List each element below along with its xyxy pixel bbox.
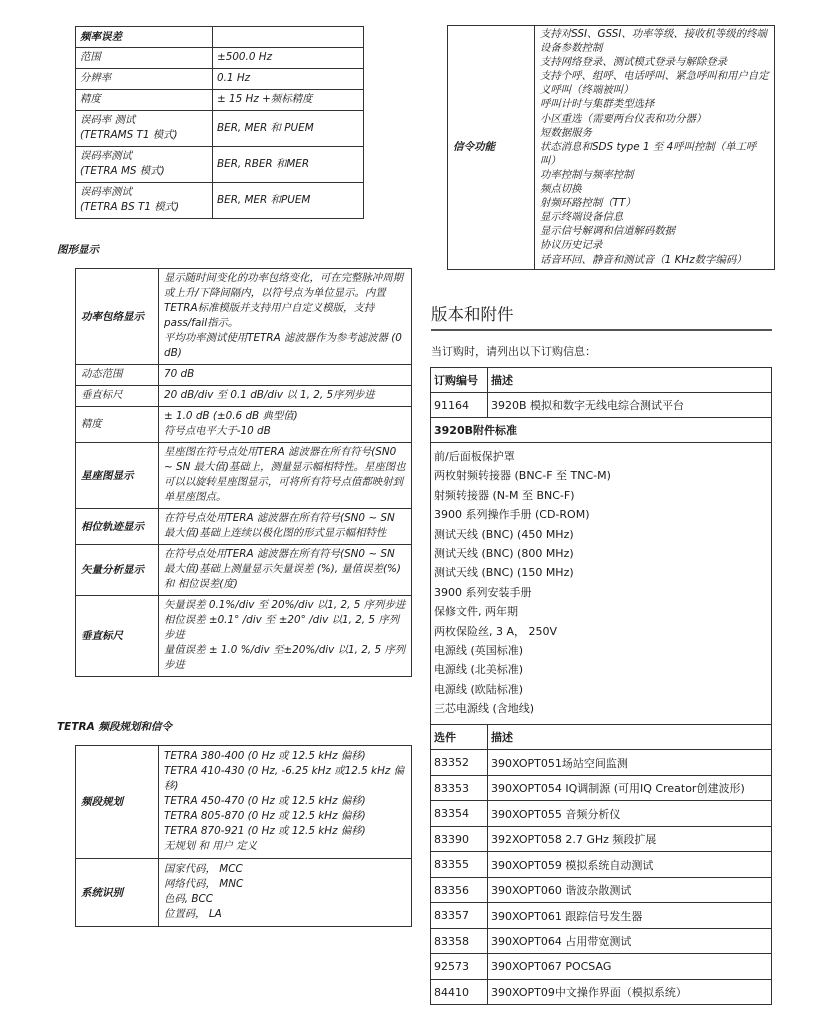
graph-display-table (75, 268, 412, 677)
option-row (431, 954, 772, 980)
row-label-line: (TETRA MS 模式) (80, 165, 165, 177)
table-row (76, 386, 412, 407)
row-label-line: 误码率测试 (80, 150, 132, 162)
option-desc: 390XOPT061 跟踪信号发生器 (488, 903, 772, 929)
row-label-line: 误码率 测试 (80, 114, 136, 126)
option-desc: 390XOPT064 占用带宽测试 (488, 928, 772, 954)
row-value: ±500.0 Hz (213, 48, 364, 69)
row-value (159, 545, 412, 596)
row-label: 垂直标尺 (76, 596, 159, 677)
empty-cell (213, 27, 364, 48)
graph-display-heading: 图形显示 (57, 244, 99, 256)
row-value (159, 509, 412, 545)
row-label: 分辨率 (76, 69, 213, 90)
row-value-line: 相位误差 ±0.1° /div 至 ±20° /div 以1, 2, 5 序列步进 (164, 614, 400, 641)
row-value: BER, MER 和PUEM (213, 183, 364, 219)
table-header-row (76, 27, 364, 48)
row-label: 系统识别 (76, 859, 159, 927)
freq-error-table (75, 26, 364, 219)
col-order-number: 订购编号 (431, 368, 488, 393)
accessory-item: 测试天线 (BNC) (450 MHz) (434, 527, 574, 541)
row-value-line: 色码, BCC (164, 893, 214, 905)
signaling-feature-line: 协议历史记录 (540, 239, 603, 252)
table-row (76, 48, 364, 69)
row-label: 频段规划 (76, 746, 159, 859)
table-row (76, 111, 364, 147)
row-value-line: 无规划 和 用户 定义 (164, 840, 258, 852)
table-row (76, 365, 412, 386)
row-value: ± 15 Hz +频标精度 (213, 90, 364, 111)
accessory-item: 射频转接器 (N-M 至 BNC-F) (434, 488, 575, 502)
order-desc: 3920B 模拟和数字无线电综合测试平台 (488, 393, 772, 418)
signaling-feature-line: 话音环回、静音和测试音（1 KHz数字编码） (540, 253, 747, 266)
option-code: 83355 (431, 852, 488, 878)
option-desc: 390XOPT060 谐波杂散测试 (488, 877, 772, 903)
row-label-line: (TETRA BS T1 模式) (80, 201, 180, 213)
signaling-feature-line: 支持网络登录、测试模式登录与解除登录 (540, 56, 728, 69)
table-row (431, 393, 772, 418)
row-label: 矢量分析显示 (76, 545, 159, 596)
option-desc: 390XOPT09中文操作界面（模拟系统） (488, 979, 772, 1005)
accessory-item: 测试天线 (BNC) (800 MHz) (434, 546, 574, 560)
heading-divider (431, 329, 772, 331)
accessory-item: 电源线 (英国标准) (434, 643, 524, 657)
signaling-feature-line: 小区重选（需要两台仪表和功分器） (540, 112, 707, 125)
table-row (76, 596, 412, 677)
signaling-feature-line: 射频环路控制（TT） (540, 197, 636, 210)
row-label: 星座图显示 (76, 443, 159, 509)
table-row (76, 509, 412, 545)
row-value-line: 星座图在符号点处用TERA 滤波器在所有符号(SN0 ~ SN 最大值)基础上，测量显示幅相特性。星座图也可以以旋转星座图显示，可将所有符号点值都映射到单星座图点。 (164, 446, 406, 503)
row-value (159, 746, 412, 859)
accessories-list (431, 443, 772, 725)
col-option-description: 描述 (488, 725, 772, 750)
signaling-feature-line: 显示终端设备信息 (540, 211, 624, 224)
signaling-feature-line: 支持对SSI、GSSI、功率等级、接收机等级的终端设备参数控制 (540, 28, 767, 55)
option-code: 83356 (431, 877, 488, 903)
signaling-feature-line: 功率控制与频率控制 (540, 168, 634, 181)
row-label: 范围 (76, 48, 213, 69)
option-row (431, 775, 772, 801)
ordering-table (430, 367, 772, 1005)
row-label-line: (TETRAMS T1 模式) (80, 129, 178, 141)
accessory-item: 两枚射频转接器 (BNC-F 至 TNC-M) (434, 469, 611, 483)
row-label: 垂直标尺 (76, 386, 159, 407)
table-row (76, 183, 364, 219)
tetra-band-table (75, 745, 412, 927)
table-row (76, 746, 412, 859)
option-row (431, 928, 772, 954)
row-value-line: ± 1.0 dB (±0.6 dB 典型值) (164, 410, 298, 422)
option-desc: 390XOPT059 模拟系统自动测试 (488, 852, 772, 878)
table-row (76, 69, 364, 90)
table-header-row (431, 725, 772, 750)
option-desc: 390XOPT055 音频分析仪 (488, 801, 772, 827)
table-row (76, 545, 412, 596)
row-value-line: 20 dB/div 至 0.1 dB/div 以 1, 2, 5序列步进 (164, 389, 375, 401)
row-value (159, 386, 412, 407)
row-value (159, 443, 412, 509)
option-desc: 390XOPT067 POCSAG (488, 954, 772, 980)
accessory-item: 三芯电源线 (含地线) (434, 702, 535, 716)
signaling-feature-line: 呼叫计时与集群类型选择 (540, 98, 655, 111)
option-desc: 390XOPT054 IQ调制源 (可用IQ Creator创建波形) (488, 775, 772, 801)
row-value-line: TETRA 805-870 (0 Hz 或 12.5 kHz 偏移) (164, 810, 366, 822)
option-code: 84410 (431, 979, 488, 1005)
option-row (431, 801, 772, 827)
accessory-item: 3900 系列操作手册 (CD-ROM) (434, 508, 590, 522)
table-header-row (431, 418, 772, 443)
versions-heading: 版本和附件 (431, 305, 514, 324)
option-code: 83357 (431, 903, 488, 929)
row-label (76, 183, 213, 219)
row-label (76, 147, 213, 183)
accessory-item: 电源线 (欧陆标准) (434, 682, 524, 696)
row-value (159, 269, 412, 365)
signaling-features (535, 26, 775, 270)
option-row (431, 903, 772, 929)
row-label: 功率包络显示 (76, 269, 159, 365)
row-value (159, 859, 412, 927)
row-value-line: 国家代码， MCC (164, 863, 243, 875)
table-row (76, 859, 412, 927)
table-row (76, 269, 412, 365)
row-value-line: 70 dB (164, 368, 195, 380)
row-label: 动态范围 (76, 365, 159, 386)
row-label: 精度 (76, 407, 159, 443)
accessory-item: 电源线 (北美标准) (434, 663, 524, 677)
row-value-line: 显示随时间变化的功率包络变化，可在完整脉冲周期或上升/下降间隔内，以符号点为单位显示。内置TETRA标准模版并支持用户自定义模版，支持pass/fail指示。 (164, 272, 403, 329)
row-value-line: 平均功率测试使用TETRA 滤波器作为参考滤波器 (0 dB) (164, 332, 402, 359)
accessory-item: 前/后面板保护罩 (434, 450, 515, 463)
option-code: 83352 (431, 750, 488, 776)
signaling-table (447, 25, 775, 270)
row-value: 0.1 Hz (213, 69, 364, 90)
row-value-line: 矢量误差 0.1%/div 至 20%/div 以1, 2, 5 序列步进 (164, 599, 406, 611)
signaling-feature-line: 支持个呼、组呼、电话呼叫、紧急呼叫和用户自定义呼叫（终端被叫） (540, 70, 769, 97)
option-row (431, 877, 772, 903)
row-value (159, 407, 412, 443)
signaling-feature-line: 短数据服务 (540, 126, 592, 139)
row-label-line: 误码率测试 (80, 186, 132, 198)
row-value: BER, MER 和 PUEM (213, 111, 364, 147)
accessory-item: 测试天线 (BNC) (150 MHz) (434, 566, 574, 580)
option-desc: 392XOPT058 2.7 GHz 频段扩展 (488, 826, 772, 852)
option-code: 83353 (431, 775, 488, 801)
table-row (448, 26, 775, 270)
row-label: 相位轨迹显示 (76, 509, 159, 545)
option-row (431, 852, 772, 878)
option-code: 83354 (431, 801, 488, 827)
option-desc: 390XOPT051场站空间监测 (488, 750, 772, 776)
signaling-feature-line: 状态消息和SDS type 1 至 4呼叫控制（单工呼叫） (540, 140, 757, 167)
row-value-line: TETRA 380-400 (0 Hz 或 12.5 kHz 偏移) (164, 750, 366, 762)
accessory-item: 3900 系列安装手册 (434, 585, 532, 599)
col-description: 描述 (488, 368, 772, 393)
row-value-line: TETRA 870-921 (0 Hz 或 12.5 kHz 偏移) (164, 825, 366, 837)
row-value-line: TETRA 450-470 (0 Hz 或 12.5 kHz 偏移) (164, 795, 366, 807)
table-row (76, 407, 412, 443)
row-value (159, 365, 412, 386)
option-code: 83390 (431, 826, 488, 852)
row-value-line: TETRA 410-430 (0 Hz, -6.25 kHz 或12.5 kHz 偏移) (164, 765, 405, 792)
signaling-label: 信令功能 (448, 26, 535, 270)
accessory-item: 保修文件, 两年期 (434, 605, 518, 619)
row-value-line: 在符号点处用TERA 滤波器在所有符号(SN0 ~ SN 最大值)基础上连续以极化图的形式显示幅相特性 (164, 512, 395, 539)
row-value-line: 在符号点处用TERA 滤波器在所有符号(SN0 ~ SN 最大值)基础上测量显示矢量误差 (%), 量值误差(%) 和 相位误差(度) (164, 548, 401, 590)
table-row (76, 147, 364, 183)
freq-error-header: 频率误差 (76, 27, 213, 48)
table-row (76, 90, 364, 111)
tetra-band-heading: TETRA 频段规划和信令 (57, 721, 172, 733)
row-value (159, 596, 412, 677)
row-label: 精度 (76, 90, 213, 111)
table-row (76, 443, 412, 509)
option-row (431, 750, 772, 776)
option-code: 83358 (431, 928, 488, 954)
row-value-line: 量值误差 ± 1.0 %/div 至±20%/div 以1, 2, 5 序列步进 (164, 644, 406, 671)
signaling-feature-line: 频点切换 (540, 183, 582, 196)
accessories-header: 3920B附件标准 (431, 418, 772, 443)
col-option: 选件 (431, 725, 488, 750)
row-value: BER, RBER 和MER (213, 147, 364, 183)
accessory-item: 两枚保险丝, 3 A， 250V (434, 624, 558, 638)
row-value-line: 位置码， LA (164, 908, 222, 920)
option-row (431, 979, 772, 1005)
row-value-line: 网络代码， MNC (164, 878, 244, 890)
table-row (431, 443, 772, 725)
order-code: 91164 (431, 393, 488, 418)
row-label (76, 111, 213, 147)
row-value-line: 符号点电平大于-10 dB (164, 425, 271, 437)
ordering-intro: 当订购时，请列出以下订购信息： (431, 345, 596, 358)
signaling-feature-line: 显示信号解调和信道解码数据 (540, 225, 676, 238)
option-row (431, 826, 772, 852)
option-code: 92573 (431, 954, 488, 980)
table-header-row (431, 368, 772, 393)
